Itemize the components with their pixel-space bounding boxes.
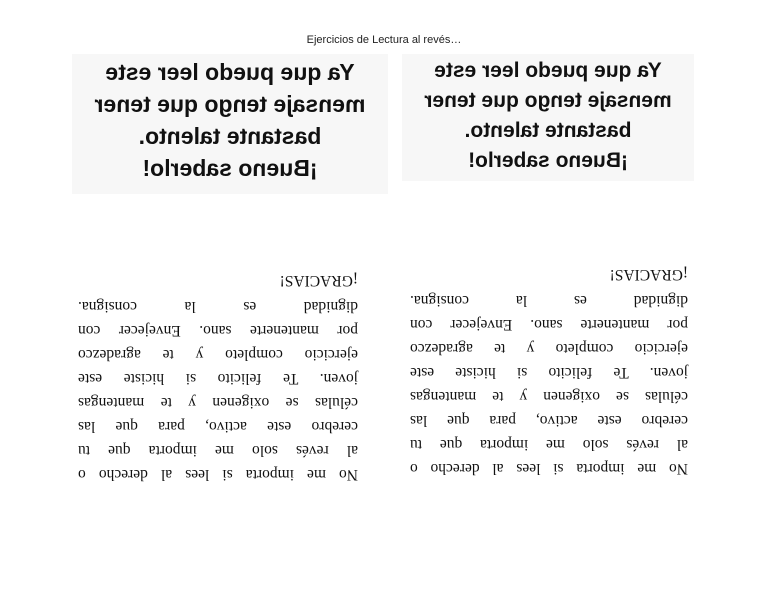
inverted-line: al revés solo me importa que tu xyxy=(78,442,358,459)
mirrored-line: mensaje tengo que tener xyxy=(94,91,366,117)
inverted-line: cerebro este activo, para que las xyxy=(78,418,358,435)
inverted-line: por mantenerte sano. Envejecer con xyxy=(78,322,358,339)
inverted-thanks: ¡GRACIAS! xyxy=(279,272,358,289)
inverted-text-block-right xyxy=(410,262,688,480)
mirrored-line: ¡Bueno saberlo! xyxy=(468,149,628,172)
page-title: Ejercicios de Lectura al revés… xyxy=(306,34,462,46)
mirrored-line: bastante talento. xyxy=(138,123,322,149)
mirrored-line: ¡Bueno saberlo! xyxy=(142,155,318,181)
mirrored-line: Ya que puedo leer este xyxy=(434,59,662,82)
inverted-line: ejercicio completo y te agradezco xyxy=(78,346,358,363)
inverted-line: No me importa si lees al derecho o xyxy=(410,460,688,477)
inverted-text-block-left xyxy=(78,268,358,486)
inverted-line: células se oxigenen y te mantengas xyxy=(78,394,358,411)
inverted-line: joven. Te felicito si hiciste este xyxy=(78,370,358,387)
inverted-line: células se oxigenen y te mantengas xyxy=(410,388,688,405)
inverted-line: al revés solo me importa que tu xyxy=(410,436,688,453)
mirrored-text-block-left xyxy=(72,54,388,194)
mirrored-line: mensaje tengo que tener xyxy=(424,89,672,112)
inverted-line: dignidad es la consigna. xyxy=(78,298,358,315)
inverted-line: cerebro este activo, para que las xyxy=(410,412,688,429)
mirrored-text-block-right xyxy=(402,54,694,181)
inverted-thanks: ¡GRACIAS! xyxy=(609,266,688,283)
inverted-line: dignidad es la consigna. xyxy=(410,292,688,309)
inverted-paragraph xyxy=(78,294,358,486)
mirrored-line: bastante talento. xyxy=(464,119,632,142)
inverted-line: No me importa si lees al derecho o xyxy=(78,466,358,483)
mirrored-line: Ya que puedo leer este xyxy=(105,59,355,85)
inverted-line: joven. Te felicito si hiciste este xyxy=(410,364,688,381)
inverted-line: ejercicio completo y te agradezco xyxy=(410,340,688,357)
inverted-line: por mantenerte sano. Envejecer con xyxy=(410,316,688,333)
inverted-paragraph xyxy=(410,288,688,480)
